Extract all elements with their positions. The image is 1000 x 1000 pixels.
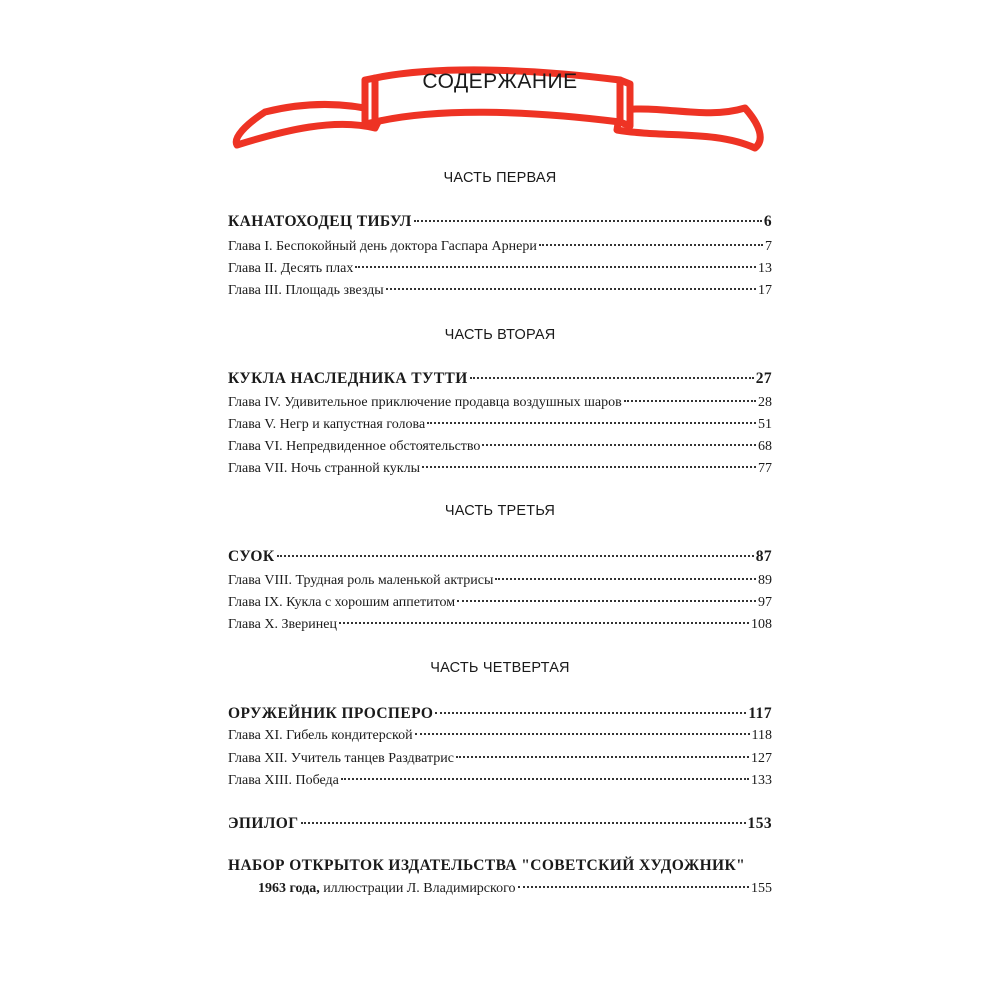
entry-page: 68 [758,439,772,454]
leader-dots [482,444,756,446]
entry-page: 108 [751,617,772,632]
entry-title: Глава VIII. Трудная роль маленькой актрисы [228,573,494,588]
entry-page: 51 [758,417,772,432]
entry-title: Глава I. Беспокойный день доктора Гаспара Арнери [228,239,537,254]
leader-dots [457,600,756,602]
entry-title: Глава II. Десять плах [228,261,354,276]
entry-page: 28 [758,395,772,410]
entry-page: 153 [747,815,772,832]
leader-dots [301,822,746,824]
entry-title: Глава V. Негр и капустная голова [228,417,426,432]
leader-dots [470,377,754,379]
entry-title: Глава VII. Ночь странной куклы [228,461,420,476]
postcards-rest: иллюстрации Л. Владимирского [323,881,516,896]
entry-title: Глава VI. Непредвиденное обстоятельство [228,439,481,454]
toc-entry-main[interactable] [228,705,772,723]
part-heading: ЧАСТЬ ТРЕТЬЯ [444,503,556,519]
entry-title: СУОК [228,548,275,565]
leader-dots [277,555,754,557]
leader-dots [414,220,762,222]
toc-entry[interactable] [228,772,772,790]
entry-title: ЭПИЛОГ [228,815,299,832]
toc-entry-epilogue[interactable] [228,815,772,833]
entry-page: 89 [758,573,772,588]
entry-page: 87 [755,548,772,565]
leader-dots [355,266,756,268]
entry-page: 77 [758,461,772,476]
leader-dots [427,422,756,424]
toc-entry[interactable] [228,394,772,412]
toc-entry[interactable] [228,438,772,456]
leader-dots [435,712,746,714]
entry-title: Глава IV. Удивительное приключение продавца воздушных шаров [228,395,622,410]
toc-entry-main[interactable] [228,548,772,566]
leader-dots [495,578,756,580]
postcards-year: 1963 года, [258,881,320,896]
entry-page: 117 [748,705,772,722]
part-heading: ЧАСТЬ ВТОРАЯ [444,327,556,343]
toc-entry-postcards[interactable] [258,880,772,898]
entry-page: 27 [755,370,772,387]
leader-dots [422,466,756,468]
toc-entry[interactable] [228,572,772,590]
entry-page: 13 [758,261,772,276]
entry-title: Глава XIII. Победа [228,773,339,788]
leader-dots [456,756,749,758]
leader-dots [415,733,750,735]
part-heading: ЧАСТЬ ПЕРВАЯ [443,170,557,186]
part-heading: ЧАСТЬ ЧЕТВЕРТАЯ [430,660,570,676]
entry-title: Глава IX. Кукла с хорошим аппетитом [228,595,456,610]
toc-entry[interactable] [228,594,772,612]
entry-page: 133 [751,773,772,788]
entry-page: 7 [765,239,772,254]
entry-page: 97 [758,595,772,610]
entry-title: Глава XII. Учитель танцев Раздватрис [228,751,454,766]
entry-title: Глава XI. Гибель кондитерской [228,728,413,743]
leader-dots [539,244,763,246]
toc-entry[interactable] [228,238,772,256]
leader-dots [518,886,749,888]
entry-title: КУКЛА НАСЛЕДНИКА ТУТТИ [228,370,468,387]
page-title: СОДЕРЖАНИЕ [422,70,578,93]
toc-entry[interactable] [228,282,772,300]
entry-title: ОРУЖЕЙНИК ПРОСПЕРО [228,705,434,722]
entry-title: Глава III. Площадь звезды [228,283,384,298]
entry-title [258,880,516,898]
entry-page: 6 [763,213,772,230]
entry-page: 155 [751,881,772,896]
leader-dots [386,288,756,290]
toc-entry[interactable] [228,416,772,434]
toc-entry[interactable] [228,260,772,278]
entry-title: КАНАТОХОДЕЦ ТИБУЛ [228,213,412,230]
ribbon-right-tail [617,108,760,148]
toc-entry-main[interactable] [228,213,772,231]
toc-entry-main[interactable] [228,370,772,388]
entry-title: Глава X. Зверинец [228,617,337,632]
entry-page: 17 [758,283,772,298]
ribbon-left-tail [236,105,383,146]
postcards-title: НАБОР ОТКРЫТОК ИЗДАТЕЛЬСТВА "СОВЕТСКИЙ ХУДОЖНИК" [228,857,746,874]
entry-page: 118 [751,728,772,743]
leader-dots [624,400,756,402]
entry-page: 127 [751,751,772,766]
toc-entry[interactable] [228,460,772,478]
toc-entry[interactable] [228,750,772,768]
leader-dots [339,622,749,624]
leader-dots [341,778,749,780]
toc-entry[interactable] [228,616,772,634]
ribbon-banner [225,50,775,160]
toc-entry[interactable] [228,727,772,745]
